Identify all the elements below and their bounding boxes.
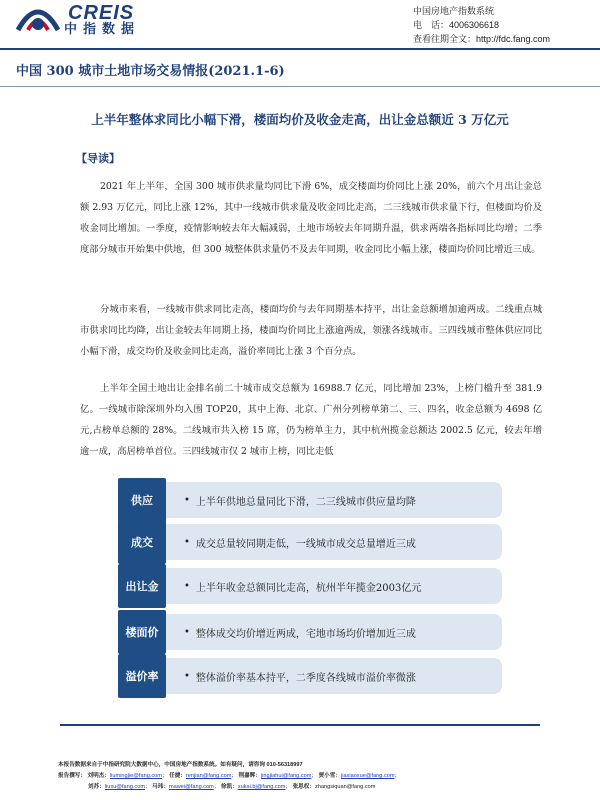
author-email: zhangsiquan@fang.com [314, 784, 376, 790]
author-email-link[interactable]: liumingjie@fang.com [109, 773, 162, 779]
paragraph-1: 2021 年上半年，全国 300 城市供求量均同比下滑 6%，成交楼面均价同比上涨 20%，前六个月出让金总额 2.93 万亿元，同比上涨 12%，其中一线城市供求量及收金同比走高，二三线城市供求量下行，但楼面均价及收金同比增加。一季度，疫情影响较去年大幅减弱，土地市场较去年同期升温，供求两端各指标同比均增；二季度部分城市开始集中供地，但 300 城整体供求量仍不及去年同期，收金同比小幅上涨，楼面均价同比增近三成。 [80, 181, 542, 255]
summary-row-deal [116, 524, 502, 560]
summary-text-content: 成交总量较同期走低，一线城市成交总量增近三成 [195, 538, 416, 550]
author-name: 任捷： [169, 773, 186, 779]
summary-row-floor-price [116, 614, 502, 650]
summary-label: 溢价率 [118, 654, 166, 698]
summary-label: 成交 [118, 520, 166, 564]
footer-authors-label: 报告撰写： [58, 773, 86, 779]
footer-divider [60, 724, 540, 726]
summary-text-content: 整体成交均价增近两成，宅地市场均价增加近三成 [195, 628, 416, 640]
footer-authors-2: 刘苏：liusu@fang.com； 马玮：mawei@fang.com； 徐凯：xukai.bj@fang.com； 张思权：zhangsiquan@fang.com [88, 784, 376, 790]
summary-row-supply [116, 482, 502, 518]
paragraph-2: 分城市来看，一线城市供求同比走高，楼面均价与去年同期基本持平，出让金总额增加逾两成。二线重点城市供求同比均降，出让金较去年同期上扬，楼面均价同比上涨逾两成，领涨各线城市。三四线城市整体供应同比小幅下滑，成交均价及收金同比走高，溢价率同比上涨 3 个百分点。 [80, 304, 542, 357]
summary-text-content: 上半年供地总量同比下滑，二三线城市供应量均降 [195, 496, 416, 508]
summary-text [166, 568, 502, 604]
summary-text-content: 整体溢价率基本持平，二季度各线城市溢价率微涨 [195, 672, 416, 684]
author-name: 张思权： [292, 784, 315, 790]
author-email-link[interactable]: jingjiahui@fang.com [260, 773, 312, 779]
author-email-link[interactable]: jiaxiaoxue@fang.com [340, 773, 395, 779]
author-name: 徐凯： [220, 784, 238, 790]
summary-row-premium [116, 658, 502, 694]
report-title: 中国 300 城市土地市场交易情报(2021.1-6) [16, 64, 285, 79]
bullet-icon: • [184, 670, 190, 682]
summary-text [166, 524, 502, 560]
summary-label: 楼面价 [118, 610, 166, 654]
summary-row-revenue [116, 568, 502, 604]
author-name: 刘苏： [88, 784, 105, 790]
bullet-icon: • [184, 536, 190, 548]
summary-text [166, 482, 502, 518]
author-name: 贾小雪： [318, 773, 341, 779]
header-divider [0, 48, 600, 50]
logo-mark-icon [14, 0, 62, 34]
headline: 上半年整体求同比小幅下滑，楼面均价及收金走高，出让金总额近 3 万亿元 [91, 112, 509, 127]
bullet-icon: • [184, 494, 190, 506]
creis-logo [4, 0, 174, 36]
footer-authors-1: 报告撰写： 刘明杰：liumingjie@fang.com； 任捷：renjian@fang.com； 荆嘉辉：jingjiahui@fang.com； 贾小雪：jiaxiaoxue@fang.com； [58, 773, 401, 779]
author-email-link[interactable]: renjian@fang.com [185, 773, 232, 779]
summary-text [166, 614, 502, 650]
footer-source-text: 本报告数据来自于中指研究院大数据中心，中国房地产指数系统。如有疑问，请咨询 010-56318997 [58, 762, 303, 768]
phone: 电 话：4006306618 [413, 20, 500, 30]
author-name: 刘明杰： [87, 773, 110, 779]
paragraph-3: 上半年全国土地出让金排名前二十城市成交总额为 16988.7 亿元，同比增加 23%，上榜门槛升至 381.9 亿。一线城市除深圳外均入围 TOP20，其中上海、北京、广州分列榜单第二、三、四名，收金总额为 4698 亿元,占榜单总额的 28%。二线城市共入榜 15 席，仍为榜单主力，其中杭州揽金总额达 2002.5 亿元，较去年增逾一成，高居榜单首位。三四线城市仅 2 城市上榜，同比走低 [80, 383, 542, 457]
logo-text: CREIS [68, 2, 135, 24]
logo-cn: 中指数据 [64, 21, 141, 36]
summary-text-content: 上半年收金总额同比走高，杭州半年揽金2003亿元 [195, 582, 422, 594]
author-email-link[interactable]: mawei@fang.com [168, 784, 214, 790]
summary-label: 出让金 [118, 564, 166, 608]
full-text-link[interactable]: 查看往期全文：http://fdc.fang.com [413, 34, 551, 44]
author-name: 马玮： [152, 784, 169, 790]
author-name: 荆嘉辉： [238, 773, 261, 779]
intro-label: 【导读】 [76, 152, 120, 165]
author-email-link[interactable]: xukai.bj@fang.com [237, 784, 286, 790]
summary-label: 供应 [118, 478, 166, 522]
header-contact [413, 4, 550, 46]
footer [58, 760, 558, 793]
bullet-icon: • [184, 626, 190, 638]
bullet-icon: • [184, 580, 190, 592]
title-divider [0, 86, 600, 87]
summary-text [166, 658, 502, 694]
system-name: 中国房地产指数系统 [413, 6, 495, 16]
author-email-link[interactable]: liusu@fang.com [104, 784, 145, 790]
footer-source [58, 760, 558, 771]
